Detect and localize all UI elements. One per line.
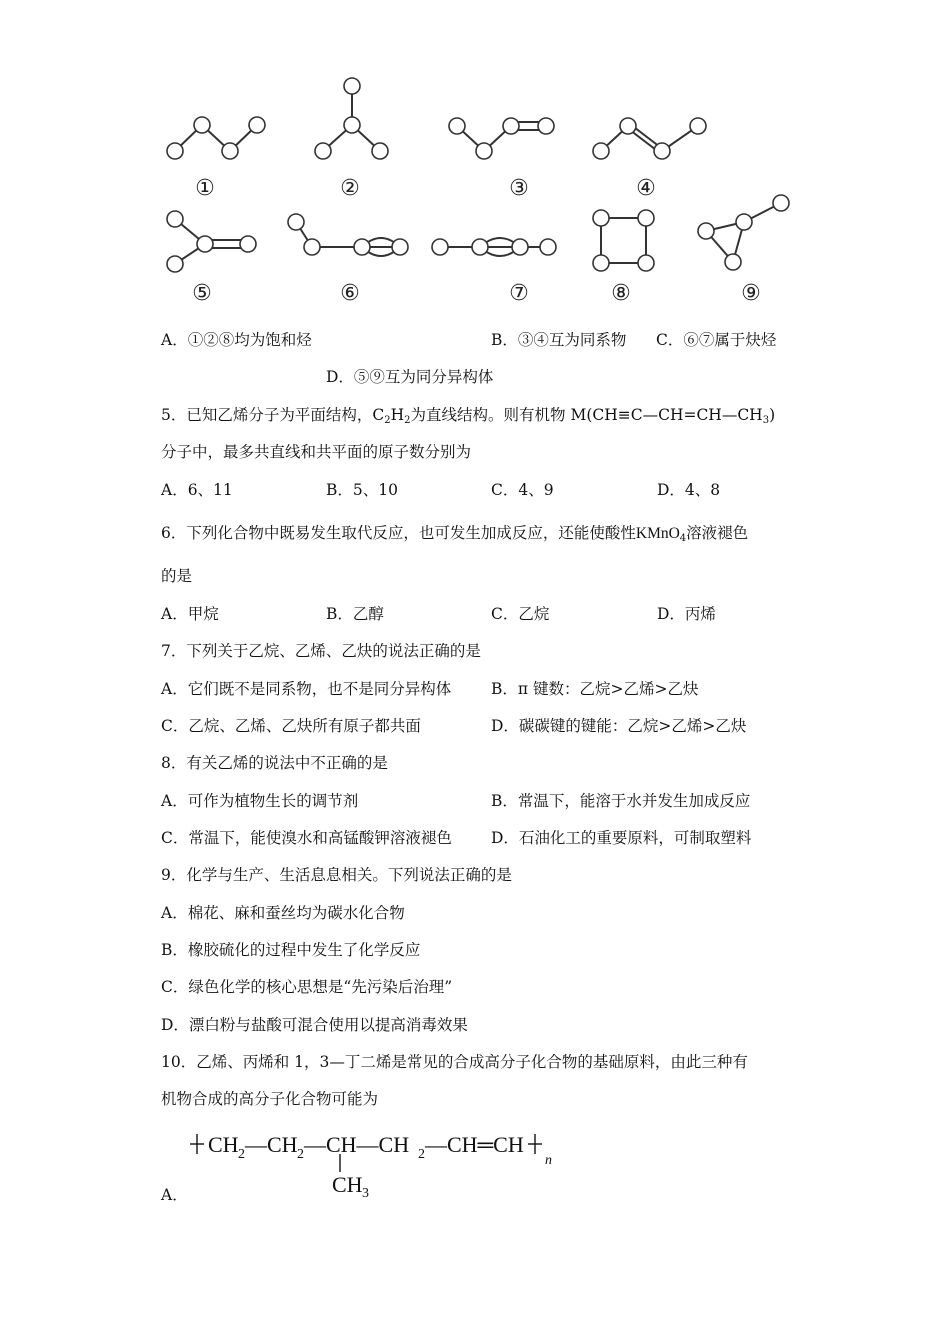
q8-option-b: B．常温下，能溶于水并发生加成反应 — [491, 792, 751, 810]
q8-option-c: C．常温下，能使溴水和高锰酸钾溶液褪色 — [161, 829, 452, 847]
q9-option-d: D．漂白粉与盐酸可混合使用以提高消毒效果 — [161, 1016, 468, 1034]
label-2: ② — [340, 176, 360, 201]
formula-sub-3: 2 — [418, 1147, 425, 1162]
q5-option-b: B．5、10 — [326, 481, 398, 499]
polymer-formula-a — [186, 1120, 586, 1200]
q4-option-a: A．①②⑧均为饱和烃 — [161, 331, 312, 349]
q8-option-a: A．可作为植物生长的调节剂 — [161, 792, 359, 810]
q6-stem-line2: 的是 — [161, 567, 193, 585]
q4-option-c: C．⑥⑦属于炔烃 — [656, 331, 777, 349]
q6-option-c: C．乙烷 — [491, 605, 550, 623]
q7-option-c: C．乙烷、乙烯、乙炔所有原子都共面 — [161, 717, 421, 735]
q6-option-b: B．乙醇 — [326, 605, 384, 623]
q5-option-c: C．4、9 — [491, 481, 554, 499]
q5-stem-line1: 5．已知乙烯分子为平面结构，$C_2H_2$为直线结构。则有机物 $M(CH\equiv C—CH=CH—CH_3)$ — [161, 406, 776, 426]
q9-option-b: B．橡胶硫化的过程中发生了化学反应 — [161, 941, 421, 959]
label-1: ① — [195, 176, 215, 201]
q5-option-a: A．6、11 — [161, 481, 233, 499]
q5-option-d: D．4、8 — [657, 481, 721, 499]
label-9: ⑨ — [741, 281, 761, 306]
formula-branch-sub: 3 — [362, 1186, 369, 1200]
formula-part-1: CH — [208, 1132, 239, 1157]
formula-sub-2: 2 — [297, 1147, 304, 1162]
label-4: ④ — [636, 176, 656, 201]
label-3: ③ — [509, 176, 529, 201]
formula-branch: CH — [332, 1172, 363, 1197]
formula-part-3: —CH—CH — [304, 1132, 410, 1157]
q6-option-a: A．甲烷 — [161, 605, 219, 623]
q9-option-c: C．绿色化学的核心思想是“先污染后治理” — [161, 978, 453, 996]
q9-stem: 9．化学与生产、生活息息相关。下列说法正确的是 — [161, 866, 512, 884]
q10-stem-line1: 10．乙烯、丙烯和 1，3—丁二烯是常见的合成高分子化合物的基础原料，由此三种有 — [161, 1053, 748, 1071]
q10-stem-line2: 机物合成的高分子化合物可能为 — [161, 1090, 379, 1108]
q7-stem: 7．下列关于乙烷、乙烯、乙炔的说法正确的是 — [161, 642, 481, 660]
structure-8 — [601, 218, 646, 263]
q5-stem-line2: 分子中，最多共直线和共平面的原子数分别为 — [161, 443, 472, 461]
formula-n: n — [545, 1153, 552, 1168]
structure-3 — [457, 122, 546, 151]
q4-option-b: B．③④互为同系物 — [491, 331, 627, 349]
label-7: ⑦ — [509, 281, 529, 306]
formula-part-2: —CH — [245, 1132, 298, 1157]
label-6: ⑥ — [340, 281, 360, 306]
structure-4 — [601, 121, 698, 156]
structure-9 — [706, 203, 781, 262]
q8-stem: 8．有关乙烯的说法中不正确的是 — [161, 754, 388, 772]
label-5: ⑤ — [192, 281, 212, 306]
hydrocarbon-structures-figure — [0, 0, 950, 320]
q10-option-a-label: A． — [161, 1186, 188, 1204]
label-8: ⑧ — [611, 281, 631, 306]
formula-part-4: —CH═CH — [425, 1132, 524, 1157]
q8-option-d: D．石油化工的重要原料，可制取塑料 — [491, 829, 752, 847]
q7-option-d: D．碳碳键的键能：乙烷>乙烯>乙炔 — [491, 717, 747, 735]
q4-option-d: D．⑤⑨互为同分异构体 — [326, 368, 494, 386]
q7-option-a: A．它们既不是同系物，也不是同分异构体 — [161, 680, 452, 698]
q6-option-d: D．丙烯 — [657, 605, 716, 623]
q6-stem-line1: 6．下列化合物中既易发生取代反应，也可发生加成反应，还能使酸性KMnO$_4$溶液褪色 — [161, 524, 749, 544]
structure-1 — [175, 125, 257, 151]
formula-sub-1: 2 — [238, 1147, 245, 1162]
q9-option-a: A．棉花、麻和蚕丝均为碳水化合物 — [161, 904, 405, 922]
structure-7 — [440, 238, 548, 256]
q7-option-b: B．π 键数：乙烷>乙烯>乙炔 — [491, 680, 699, 698]
